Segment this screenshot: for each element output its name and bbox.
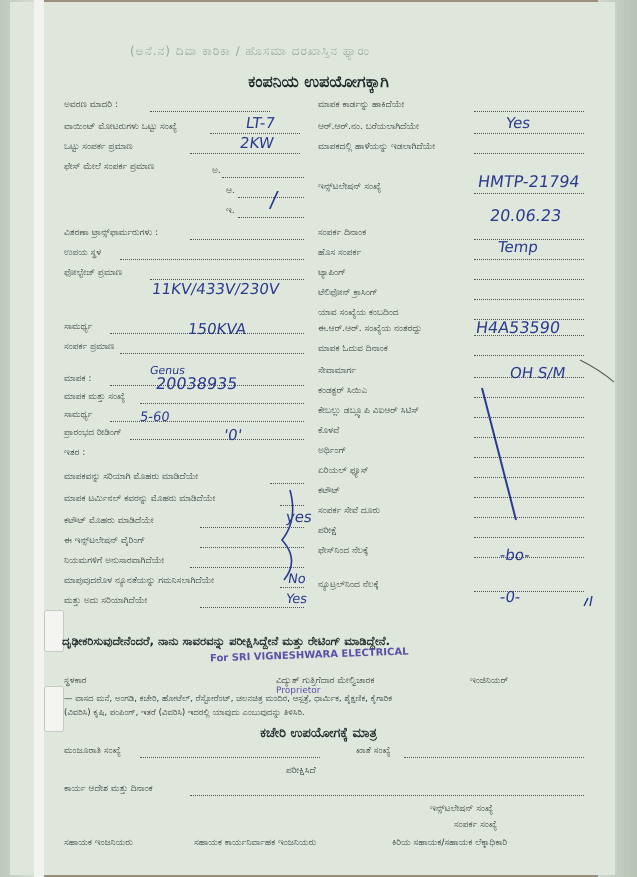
hw-installation-no: HMTP-21794 <box>476 172 581 191</box>
office-applicant-line <box>140 757 320 758</box>
office-installation-no: ಇನ್ಸ್‌ಟಲೇಷನ್ ಸಂಖ್ಯೆ <box>430 804 494 814</box>
left-label-15: ಮಾಪಕ ಟರ್ಮಿನಲ್ ಕವರನ್ನು ಮೊಹರು ಮಾಡಿದೆಯೇ <box>64 494 216 504</box>
left-label-14: ಮಾಪಕವನ್ನು ಸರಿಯಾಗಿ ಮೊಹರು ಮಾಡಿದೆಯೇ <box>64 472 199 482</box>
phase-c-label: ಇ. <box>226 206 235 216</box>
hw-load: 2KW <box>238 134 275 152</box>
hw-sealed: yes <box>284 508 314 526</box>
left-label-6: ಫೋಲ್ಟೇಜ್ ಪ್ರಮಾಣ <box>64 268 123 278</box>
left-label-18: ನಿಯಮಗಳಿಗೆ ಅನುಸಾರವಾಗಿದೆಯೇ <box>64 556 165 566</box>
hw-err-no: H4A53590 <box>474 318 562 337</box>
faded-header: (ಅನೆ.ನ) ದಿವಾ ಕಾರಿಕಾ / ಹೊಸಮಾ ದರಖಾಸ್ತಿನ ಫ್ಯಾರಂ <box>130 44 370 58</box>
hw-phase-earth: -bo- <box>498 546 532 564</box>
left-label-0: ಅವರಣ ಮಾದರಿ : <box>64 100 118 110</box>
office-use-title: ಕಚೇರಿ ಉಪಯೋಗಕ್ಕೆ ಮಾತ್ರ <box>260 726 377 741</box>
left-label-19: ಮಾಪುವುದರೊಳ ನ್ಯೂನತೆಯನ್ನು ಗಮನಿಸಲಾಗಿದೆಯೇ <box>64 576 215 586</box>
office-sig-3: ಕಿರಿಯ ಸಹಾಯಕ/ಸಹಾಯಕ ಲೆಕ್ಕಾಧಿಕಾರಿ <box>392 838 508 848</box>
office-sig-2: ಸಹಾಯಕ ಕಾರ್ಯನಿರ್ವಾಹಕ ಇಂಜನಿಯರು <box>194 838 317 848</box>
right-label-16: ಏರಿಯಲ್ ಫ್ಯೂಸ್ <box>318 466 369 476</box>
right-label-18: ಸಂಪರ್ಕ ಸೇವೆ ದೂರು <box>318 506 381 516</box>
phase-a-label: ಅ. <box>212 166 221 176</box>
office-account-line <box>404 757 584 758</box>
left-label-16: ಕಟೌಟ್ ಮೊಹರು ಮಾಡಿದೆಯೇ <box>64 516 154 526</box>
right-label-0: ಮಾಪಕ ಕಾರ್ಡನ್ನು ಹಾಕಿದೆಯೇ <box>318 100 405 110</box>
declaration-text: ದೃಢೀಕರಿಸುವುದೇನೆಂದರೆ, ನಾನು ಸಾವರವನ್ನು ಪರೀಕ್ಷಿಸಿದ್ದೇನೆ ಮತ್ತು ರೇಟಿಂಗ್ ಮಾಡಿದ್ದೇನೆ. <box>62 634 390 648</box>
right-label-8: ಯಾವ ಸಂಖ್ಯೆಯ ಕಂಬದಿಂದ <box>318 308 399 318</box>
left-label-13: ಇತರ : <box>64 448 86 458</box>
right-label-2: ಮಾಪಕದಲ್ಲಿ ಹಾಳೆಯನ್ನು ಇಡಲಾಗಿದೆಯೇ <box>318 142 436 152</box>
hw-defects: No <box>286 572 307 587</box>
left-label-9: ಮಾಪಕ : <box>64 374 92 384</box>
left-label-2: ಒಟ್ಟು ಸಂಪರ್ಕ ಪ್ರಮಾಣ <box>64 142 133 152</box>
right-label-10: ಮಾಪಕ ಓದುವ ದಿನಾಂಕ <box>318 344 388 354</box>
left-label-4: ವಿತರಣಾ ಟ್ರಾನ್ಸ್‌ಫಾರ್ಮರುಗಳು : <box>64 228 159 238</box>
right-label-9: ಈ.ಆರ್.ಆರ್. ಸಂಖ್ಯೆಯ ನಂತರದ್ದು <box>318 324 422 334</box>
right-label-15: ಅರ್ಥಿಂಗ್ <box>318 446 347 456</box>
left-label-20: ಮತ್ತು ಅದು ಸರಿಯಾಗಿದೆಯೇ <box>64 596 148 606</box>
hw-phase-slash: / <box>268 188 280 213</box>
office-applicant-no: ಮಂಜೂರಾತಿ ಸಂಖ್ಯೆ <box>64 746 121 756</box>
right-label-1: ಆರ್.ಆರ್.ನಂ. ಬರೆಯಲಾಗಿದೆಯೇ <box>318 122 419 132</box>
hw-service-line: OH S/M <box>508 364 567 382</box>
hw-new-connection: Temp <box>496 238 540 256</box>
left-label-3: ಫೇಸ್ ಮೇಲೆ ಸಂಪರ್ಕ ಪ್ರಮಾಣ <box>64 162 155 172</box>
office-work-order-line <box>190 795 584 796</box>
hw-voltage: 11KV/433V/230V <box>150 280 281 298</box>
hw-meter-capacity: 5-60 <box>138 410 171 425</box>
hw-connection-date: 20.06.23 <box>488 206 563 225</box>
hw-meter-card: Yes <box>504 114 532 132</box>
hw-capacity: 150KVA <box>186 320 248 338</box>
office-account-no: ಖಾತೆ ಸಂಖ್ಯೆ <box>356 746 391 756</box>
office-work-order: ಕಾರ್ಯ ಆದೇಶ ಮತ್ತು ದಿನಾಂಕ <box>64 784 153 794</box>
premises-note: — ವಾಸದ ಮನೆ, ಅಂಗಡಿ, ಕಚೇರಿ, ಹೋಟೆಲ್, ರೆಸ್ಟೋರೆಂಟ್, ಚಲನಚಿತ್ರ ಮಂದಿರ, ಆಸ್ಪತ್ರೆ, ಧಾರ್ಮಿಕ, ಶೈಕ್ಷಣಿಕ, ಕೈಗಾರಿಕ <box>64 694 393 704</box>
hw-initial-reading: '0' <box>222 426 244 444</box>
right-label-14: ಕೊಳವೆ <box>318 426 340 436</box>
left-label-11: ಸಾಮರ್ಥ್ಯ <box>64 410 93 420</box>
proprietor-stamp: Proprietor <box>276 686 321 696</box>
contractor-stamp: For SRI VIGNESHWARA ELECTRICAL <box>209 646 409 665</box>
right-label-4: ಸಂಪರ್ಕ ದಿನಾಂಕ <box>318 228 367 238</box>
office-sig-1: ಸಹಾಯಕ ಇಂಜನಿಯರು <box>64 838 133 848</box>
right-label-3: ಇನ್ಸ್‌ಟಲೇಷನ್ ಸಂಖ್ಯೆ <box>318 182 382 192</box>
right-label-13: ಕೇಬಲ್ಲು ಡಬ್ಲ್ಯೂಪಿ ವಿಐಆರ್ ಸಿಟಿಸ್ <box>318 406 420 416</box>
hw-neutral-earth: -0- <box>498 588 522 606</box>
left-label-8: ಸಂಪರ್ಕ ಪ್ರಮಾಣ <box>64 342 115 352</box>
hw-motors: LT-7 <box>244 114 277 132</box>
sig-label-1: ಸ್ಥಳಕಾರ <box>64 676 87 686</box>
left-label-7: ಸಾಮರ್ಥ್ಯ <box>64 322 93 332</box>
right-label-6: ಟ್ಯಾಪಿಂಗ್ <box>318 268 346 278</box>
hw-ok: Yes <box>284 592 309 607</box>
right-label-19: ಪರೀಕ್ಷೆ <box>318 526 337 536</box>
hw-meter-make: Genus <box>149 364 186 377</box>
right-label-5: ಹೊಸ ಸಂಪರ್ಕ <box>318 248 362 258</box>
left-label-17: ಈ ಇನ್ಸ್‌ಟಲೇಷನ್ ವೈರಿಂಗ್ <box>64 536 146 546</box>
office-connection-no: ಸಂಪರ್ಕ ಸಂಖ್ಯೆ <box>454 820 498 830</box>
left-label-1: ವಾಯಿಂಟ್ ಮೋಟರುಗಳು ಒಟ್ಟು ಸಂಖ್ಯೆ <box>64 122 177 132</box>
left-label-10: ಮಾಪಕ ಮತ್ತು ಸಂಖ್ಯೆ <box>64 392 126 402</box>
sig-label-3: ಇಂಜಿನಿಯರ್ <box>470 676 509 686</box>
sig-label-2: ವಿದ್ಯುತ್ ಗುತ್ತಿಗೆದಾರ ಮೇಲ್ವಿಚಾರಕ <box>276 676 375 686</box>
left-label-5: ಉಪಯ ಸ್ಥಳ <box>64 248 102 258</box>
right-label-21: ನ್ಯೂಟ್ರಲ್‌ನಿಂದ ನೆಲಕ್ಕೆ <box>318 580 379 590</box>
right-label-20: ಫೇಸ್‌ನಿಂದ ನೆಲಕ್ಕೆ <box>318 546 369 556</box>
page-title: ಕಂಪನಿಯ ಉಪಯೋಗಕ್ಕಾಗಿ <box>248 72 389 91</box>
premises-note-2: (ವಿವರಿಸಿ) ಕೃಷಿ, ಪಂಪಿಂಗ್, ಇತರೆ (ವಿವರಿಸಿ) ಇದರಲ್ಲಿ ಯಾವುದು ಎಂಬುವುದನ್ನು ತಿಳಿಸಿರಿ. <box>64 708 305 718</box>
left-label-12: ಪ್ರಾರಂಭದ ರೀಡಿಂಗ್ <box>64 428 122 438</box>
hw-meter-no: 20038935 <box>154 374 239 393</box>
office-checked: ಪರೀಕ್ಷಿಸಿದೆ <box>286 766 316 776</box>
right-label-11: ಸೇವಾಮಾರ್ಗ <box>318 366 356 376</box>
right-label-7: ಟೆಲಿಫೋನ್ ಕ್ರಾಸಿಂಗ್ <box>318 288 378 298</box>
right-label-17: ಕಟೌಟ್ <box>318 486 341 496</box>
right-label-12: ಕಂಡಕ್ಟರ್ ಸಿಯಿಎ <box>318 386 368 396</box>
phase-b-label: ಆ. <box>226 186 235 196</box>
